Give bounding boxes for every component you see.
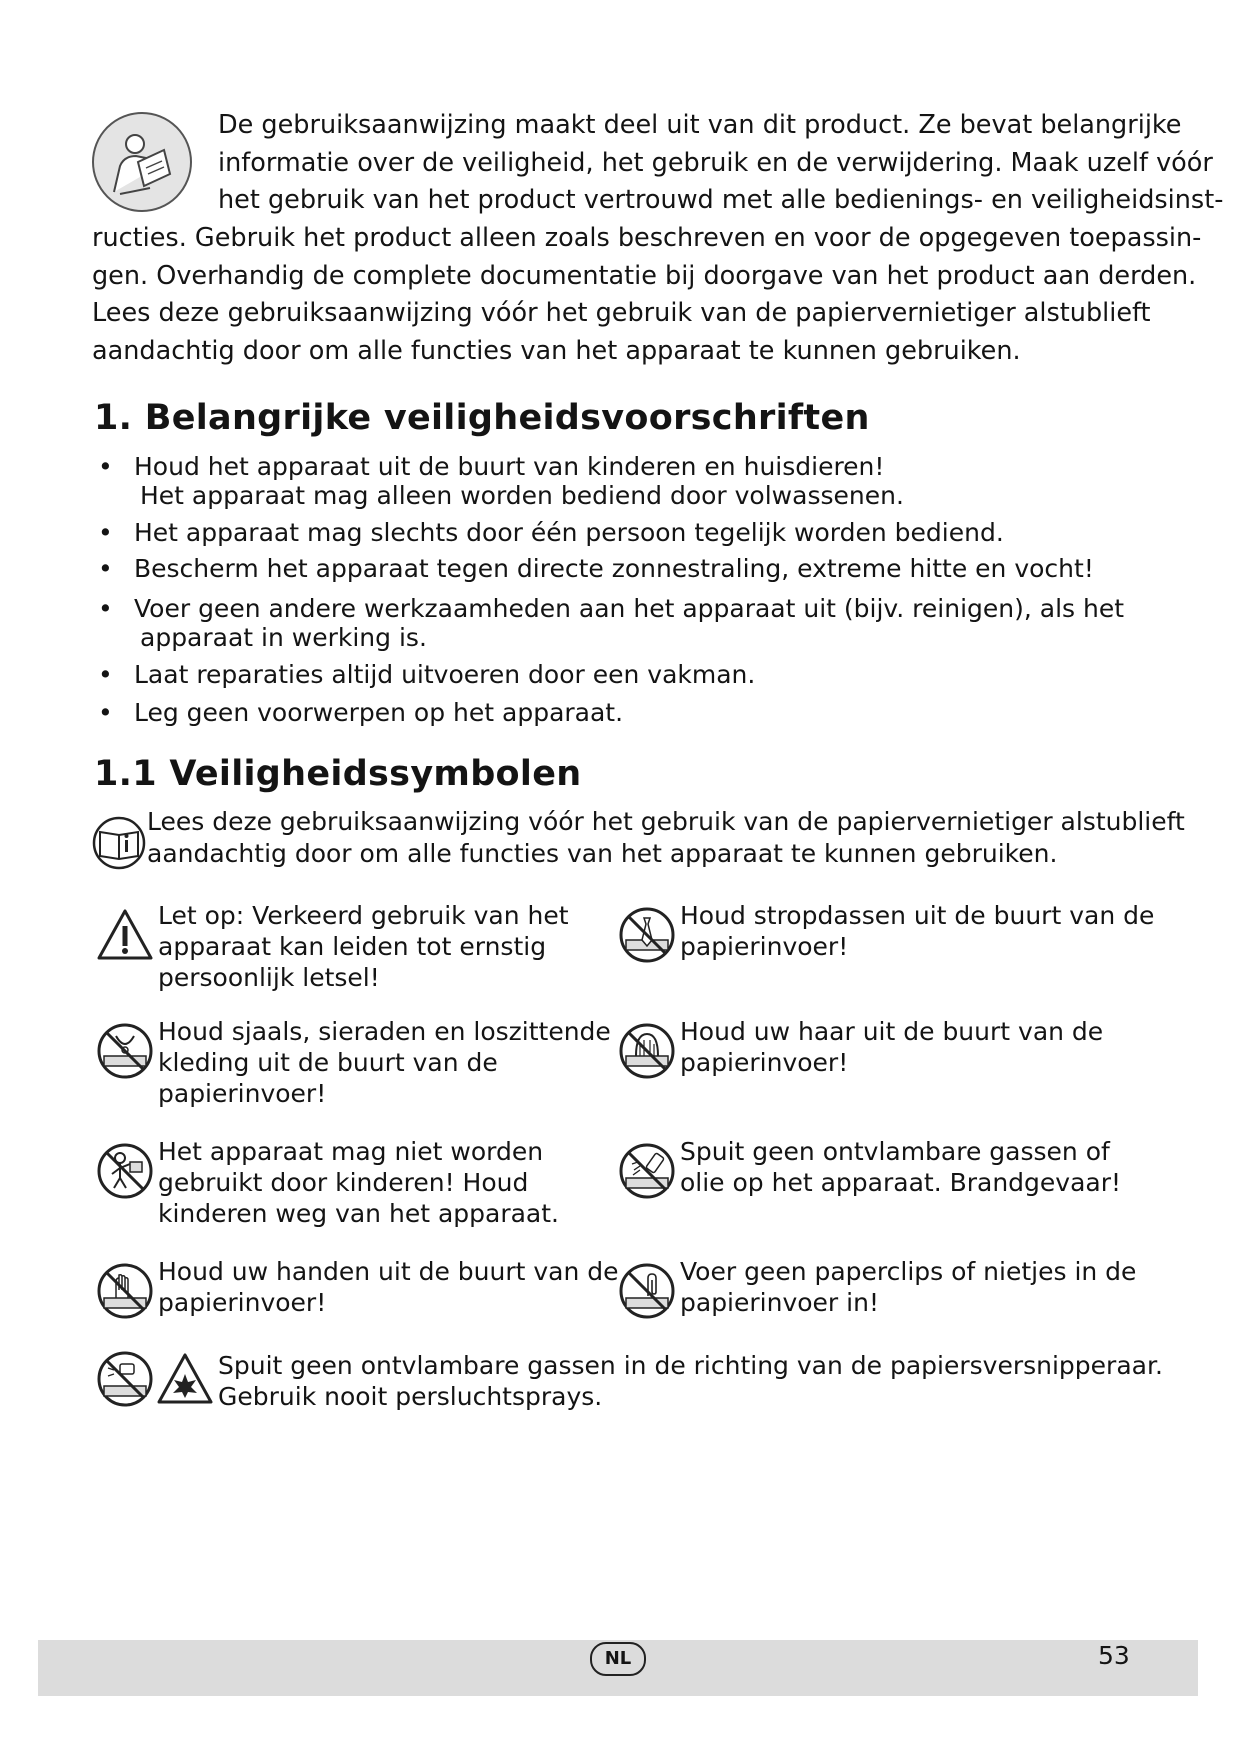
text-line: papierinvoer in! bbox=[680, 1288, 879, 1317]
bullet-continuation: Het apparaat mag alleen worden bediend door volwassenen. bbox=[140, 481, 904, 510]
bullet-item bbox=[0, 594, 1241, 654]
bullet-dot: • bbox=[98, 594, 113, 623]
bullet-dot: • bbox=[98, 660, 113, 689]
symbol-text bbox=[680, 1136, 1121, 1198]
symbol-text bbox=[218, 1350, 1163, 1412]
no-children-icon bbox=[96, 1142, 154, 1200]
bullet-item bbox=[0, 554, 1241, 584]
text-line: olie op het apparaat. Brandgevaar! bbox=[680, 1168, 1122, 1197]
intro-line: aandachtig door om alle functies van het apparaat te kunnen gebruiken. bbox=[92, 336, 1021, 366]
read-manual-text bbox=[147, 806, 1185, 870]
bullet-text: Leg geen voorwerpen op het apparaat. bbox=[134, 698, 624, 727]
symbol-text bbox=[158, 900, 569, 993]
no-hands-icon bbox=[96, 1262, 154, 1320]
text-line: Spuit geen ontvlambare gassen of bbox=[680, 1137, 1110, 1166]
no-jewelry-icon bbox=[96, 1022, 154, 1080]
bullet-text: Bescherm het apparaat tegen directe zonnestraling, extreme hitte en vocht! bbox=[134, 554, 1094, 583]
text-line: papierinvoer! bbox=[680, 1048, 849, 1077]
bullet-item bbox=[0, 518, 1241, 548]
bullet-continuation: apparaat in werking is. bbox=[140, 623, 427, 652]
text-line: kinderen weg van het apparaat. bbox=[158, 1199, 559, 1228]
bullet-dot: • bbox=[98, 518, 113, 547]
bullet-item bbox=[0, 660, 1241, 690]
text-line: Gebruik nooit persluchtsprays. bbox=[218, 1382, 603, 1411]
intro-line: ructies. Gebruik het product alleen zoals beschreven en voor de opgegeven toepassin- bbox=[92, 223, 1202, 253]
symbol-text bbox=[158, 1136, 559, 1229]
bullet-text: Houd het apparaat uit de buurt van kinderen en huisdieren! bbox=[134, 452, 885, 481]
text-line: Houd stropdassen uit de buurt van de bbox=[680, 901, 1155, 930]
section-heading: 1. Belangrijke veiligheidsvoorschriften bbox=[94, 398, 870, 438]
intro-line: gen. Overhandig de complete documentatie bij doorgave van het product aan derden. bbox=[92, 261, 1197, 291]
text-line: Voer geen paperclips of nietjes in de bbox=[680, 1257, 1137, 1286]
bullet-dot: • bbox=[98, 554, 113, 583]
text-line: Houd uw handen uit de buurt van de bbox=[158, 1257, 619, 1286]
page-number: 53 bbox=[1098, 1641, 1130, 1670]
text-line: Het apparaat mag niet worden bbox=[158, 1137, 544, 1166]
text-line: papierinvoer! bbox=[158, 1288, 327, 1317]
intro-line: het gebruik van het product vertrouwd met alle bedienings- en veiligheidsinst- bbox=[218, 185, 1224, 215]
no-spray-icon bbox=[618, 1142, 676, 1200]
intro-line: Lees deze gebruiksaanwijzing vóór het gebruik van de papiervernietiger alstublieft bbox=[92, 298, 1151, 328]
text-line: Houd sjaals, sieraden en loszittende bbox=[158, 1017, 611, 1046]
text-line: papierinvoer! bbox=[158, 1079, 327, 1108]
no-aerosol-icon bbox=[96, 1350, 154, 1408]
text-line: Houd uw haar uit de buurt van de bbox=[680, 1017, 1104, 1046]
text-line: gebruikt door kinderen! Houd bbox=[158, 1168, 529, 1197]
bullet-dot: • bbox=[98, 698, 113, 727]
no-paperclips-icon bbox=[618, 1262, 676, 1320]
language-badge: NL bbox=[590, 1642, 646, 1676]
text-line: Lees deze gebruiksaanwijzing vóór het gebruik van de papiervernietiger alstublieft bbox=[147, 807, 1185, 836]
bullet-text: Laat reparaties altijd uitvoeren door een vakman. bbox=[134, 660, 756, 689]
symbol-text bbox=[680, 1256, 1136, 1318]
warning-triangle-icon bbox=[96, 906, 154, 964]
bullet-item bbox=[0, 698, 1241, 728]
symbol-text bbox=[158, 1016, 611, 1109]
intro-line: De gebruiksaanwijzing maakt deel uit van dit product. Ze bevat belangrijke bbox=[218, 110, 1182, 140]
text-line: persoonlijk letsel! bbox=[158, 963, 380, 992]
bullet-dot: • bbox=[98, 452, 113, 481]
symbol-text bbox=[680, 900, 1154, 962]
text-line: aandachtig door om alle functies van het apparaat te kunnen gebruiken. bbox=[147, 839, 1058, 868]
read-manual-icon bbox=[90, 110, 194, 214]
manual-info-icon bbox=[92, 816, 146, 870]
no-tie-icon bbox=[618, 906, 676, 964]
text-line: Let op: Verkeerd gebruik van het bbox=[158, 901, 569, 930]
text-line: kleding uit de buurt van de bbox=[158, 1048, 498, 1077]
symbol-text bbox=[680, 1016, 1103, 1078]
bullet-item bbox=[0, 452, 1241, 512]
explosion-warning-icon bbox=[156, 1350, 214, 1408]
bullet-text: Voer geen andere werkzaamheden aan het apparaat uit (bijv. reinigen), als het bbox=[134, 594, 1125, 623]
section-heading: 1.1 Veiligheidssymbolen bbox=[94, 754, 582, 794]
intro-line: informatie over de veiligheid, het gebruik en de verwijdering. Maak uzelf vóór bbox=[218, 148, 1213, 178]
text-line: papierinvoer! bbox=[680, 932, 849, 961]
no-hair-icon bbox=[618, 1022, 676, 1080]
text-line: apparaat kan leiden tot ernstig bbox=[158, 932, 547, 961]
symbol-text bbox=[158, 1256, 619, 1318]
bullet-text: Het apparaat mag slechts door één persoon tegelijk worden bediend. bbox=[134, 518, 1004, 547]
text-line: Spuit geen ontvlambare gassen in de richting van de papiersversnipperaar. bbox=[218, 1351, 1163, 1380]
